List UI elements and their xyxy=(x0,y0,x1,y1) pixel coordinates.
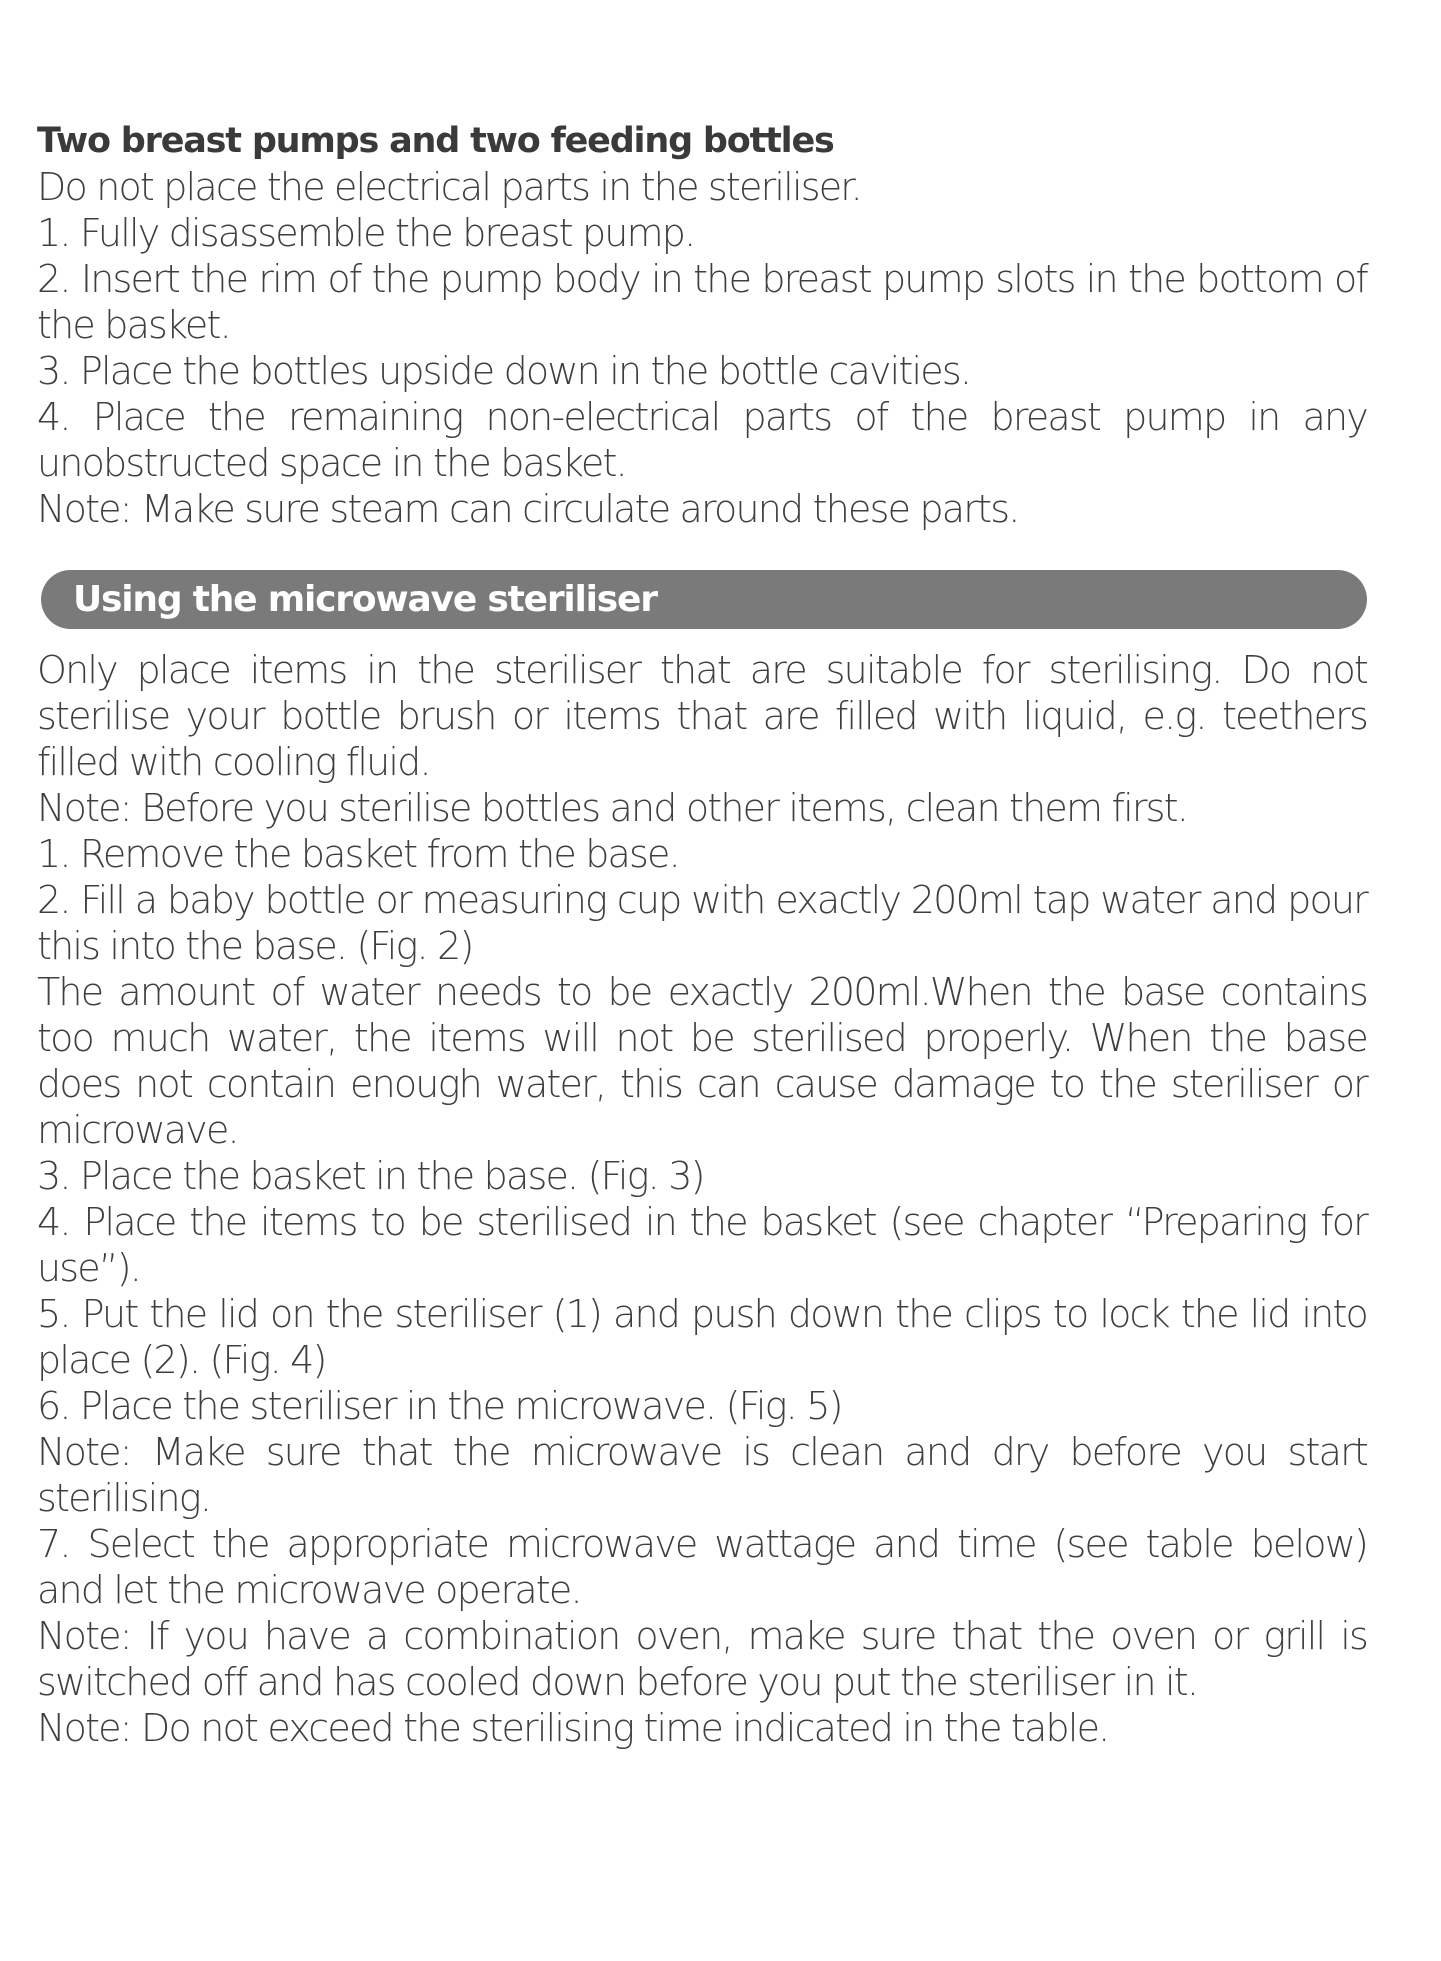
step-line: 7. Select the appropriate microwave wattage and time (see table below) and let the microwave operate. xyxy=(37,1522,1367,1612)
step-line: 1. Remove the basket from the base. xyxy=(37,832,679,876)
instruction-line: The amount of water needs to be exactly 200ml.When the base contains too much water, the items will not be sterilised properly. When the base does not contain enough water, this can cause damage to the steriliser or microwave. xyxy=(37,970,1367,1152)
instruction-line: Only place items in the steriliser that are suitable for sterilising. Do not sterilise your bottle brush or items that are filled with liquid, e.g. teethers filled with cooling fluid. xyxy=(37,648,1367,784)
instruction-line: Do not place the electrical parts in the steriliser. xyxy=(37,165,861,209)
step-line: 3. Place the bottles upside down in the bottle cavities. xyxy=(37,349,971,393)
manual-page xyxy=(37,118,1367,1751)
note-line: Note: Make sure steam can circulate around these parts. xyxy=(37,487,1019,531)
step-line: 3. Place the basket in the base. (Fig. 3) xyxy=(37,1154,704,1198)
note-line: Note: If you have a combination oven, make sure that the oven or grill is switched off and has cooled down before you put the steriliser in it. xyxy=(37,1614,1367,1704)
step-line: 5. Put the lid on the steriliser (1) and push down the clips to lock the lid into place (2). (Fig. 4) xyxy=(37,1292,1367,1382)
step-line: 4. Place the items to be sterilised in the basket (see chapter “Preparing for use”). xyxy=(37,1200,1367,1290)
section-title-microwave: Using the microwave steriliser xyxy=(73,579,657,620)
step-line: 2. Insert the rim of the pump body in the breast pump slots in the bottom of the basket. xyxy=(37,257,1367,347)
step-line: 2. Fill a baby bottle or measuring cup with exactly 200ml tap water and pour this into the base. (Fig. 2) xyxy=(37,878,1367,968)
step-line: 6. Place the steriliser in the microwave. (Fig. 5) xyxy=(37,1384,842,1428)
step-line: 4. Place the remaining non-electrical parts of the breast pump in any unobstructed space in the basket. xyxy=(37,395,1367,485)
note-line: Note: Make sure that the microwave is clean and dry before you start sterilising. xyxy=(37,1430,1367,1520)
note-line: Note: Before you sterilise bottles and other items, clean them first. xyxy=(37,786,1188,830)
step-line: 1. Fully disassemble the breast pump. xyxy=(37,211,695,255)
note-line: Note: Do not exceed the sterilising time indicated in the table. xyxy=(37,1706,1109,1750)
section-title-bar xyxy=(41,570,1367,629)
section-heading-breast-pumps: Two breast pumps and two feeding bottles xyxy=(37,121,834,161)
